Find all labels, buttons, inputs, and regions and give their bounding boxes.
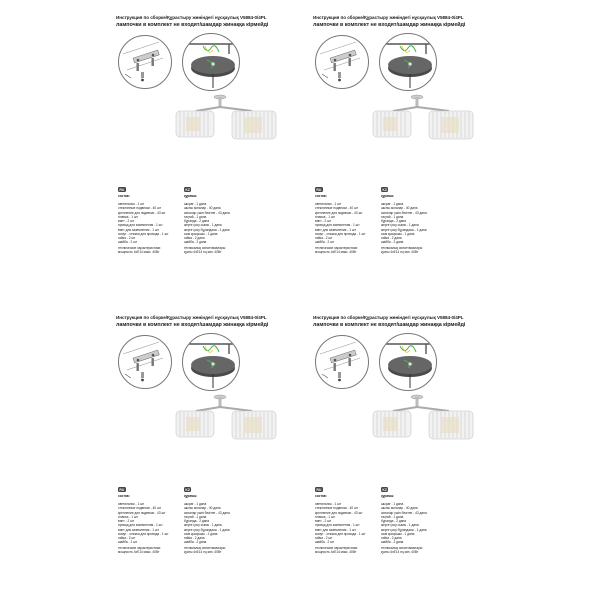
ru-contents-list	[118, 202, 182, 245]
list-item: хомут - стяжка для провода - 1 шт	[315, 231, 366, 236]
list-item: крепление для подвески - 43 шт	[118, 210, 166, 215]
chandelier-drawing	[369, 93, 481, 149]
list-item: сым қысқышы - 1 дана	[184, 231, 218, 236]
spec-heading: техникалық сипаттамалары:	[184, 246, 226, 250]
list-item: тақтай - 1 дана	[184, 514, 207, 519]
list-item: жерге қосу сымы - 1 дана	[184, 223, 222, 228]
list-item: крепление для подвески - 43 шт	[315, 510, 363, 515]
kz-contents-heading: құрамы:	[381, 194, 395, 198]
mounting-bracket-illustration	[316, 36, 368, 88]
chandelier-illustration	[369, 393, 481, 449]
instruction-sheet-bottom-left	[116, 315, 292, 575]
list-item: хомут - стяжка для провода - 1 шт	[118, 531, 169, 536]
list-item: шырағ - 1 дана	[381, 502, 404, 506]
list-item: шырағ - 1 дана	[381, 202, 404, 206]
list-item: жерге қосу бұрандасы - 1 дана	[184, 527, 230, 532]
chandelier-drawing	[172, 393, 284, 449]
list-item: жерге қосу бұрандасы - 1 дана	[184, 227, 230, 232]
list-item: винт для заземления - 1 шт	[118, 227, 159, 232]
canopy-wiring-detail	[182, 33, 240, 91]
spec-heading: технические характеристики:	[315, 546, 359, 550]
kz-specifications	[184, 246, 226, 255]
sheet-title: Инструкция по сборке/Құрастыру жөніндегі нұсқаулық V5884-0/4PL	[116, 15, 267, 20]
list-item: винт - 2 шт	[315, 219, 332, 223]
list-item: жерге қосу сымы - 1 дана	[184, 523, 222, 528]
list-item: тақтай - 1 дана	[381, 514, 404, 519]
list-item: винт - 2 шт	[315, 519, 332, 523]
right-crystal-shade	[429, 111, 473, 139]
list-item: сым қысқышы - 1 дана	[381, 531, 415, 536]
list-item: шайба - 2 дана	[381, 540, 404, 545]
kz-language-badge: KZ	[185, 487, 190, 492]
list-item: тақтай - 1 дана	[381, 214, 404, 219]
kz-language-badge: KZ	[185, 187, 190, 192]
kz-specifications	[381, 246, 423, 255]
list-item: провод для заземления - 1 шт	[315, 223, 360, 228]
right-crystal-shade	[232, 111, 276, 139]
list-item: шыны аспалар - 40 дана	[381, 206, 418, 211]
ru-contents-list	[315, 202, 379, 245]
list-item: гайка - 2 дана	[184, 236, 205, 240]
mounting-bracket-illustration	[316, 336, 368, 388]
kz-contents-list	[184, 502, 274, 545]
ru-specifications	[315, 246, 358, 255]
ru-contents-list	[118, 502, 182, 545]
list-item: винт - 2 шт	[118, 519, 135, 523]
list-item: светильник - 1 шт	[315, 502, 342, 506]
list-item: жерге қосу бұрандасы - 1 дана	[381, 527, 427, 532]
mounting-bracket-illustration	[119, 36, 171, 88]
list-item: провод для заземления - 1 шт	[118, 523, 163, 528]
list-item: жерге қосу сымы - 1 дана	[381, 223, 419, 228]
mounting-bracket-detail	[315, 35, 369, 89]
list-item: стеклянные подвески - 40 шт	[315, 206, 359, 211]
instruction-sheet-top-right	[313, 15, 489, 275]
list-item: винт для заземления - 1 шт	[315, 527, 356, 532]
mounting-bracket-detail	[315, 335, 369, 389]
list-item: планка - 1 шт	[315, 514, 335, 519]
list-item: бұранда - 2 дана	[184, 519, 210, 523]
spec-power: мощность 4хЕ14 макс. 40Вт	[315, 550, 357, 555]
list-item: стеклянные подвески - 40 шт	[118, 506, 162, 511]
ru-language-badge: RU	[119, 187, 125, 192]
ru-contents-list	[315, 502, 379, 545]
list-item: шырағ - 1 дана	[184, 502, 207, 506]
list-item: планка - 1 шт	[118, 214, 138, 219]
kz-language-badge: KZ	[382, 487, 387, 492]
left-crystal-shade	[373, 411, 411, 437]
chandelier-drawing	[172, 93, 284, 149]
mounting-bracket-illustration	[119, 336, 171, 388]
spec-heading: технические характеристики:	[315, 246, 359, 250]
sheet-subtitle: лампочки в комплект не входят/шамдар жинаққа кірмейді	[116, 22, 269, 28]
sheet-subtitle: лампочки в комплект не входят/шамдар жинаққа кірмейді	[116, 322, 269, 328]
list-item: аспалар үшін бекітпе - 43 дана	[184, 510, 230, 515]
canopy-wiring-detail	[379, 333, 437, 391]
spec-power: мощность 4хЕ14 макс. 40Вт	[118, 550, 160, 555]
right-crystal-shade	[429, 411, 473, 439]
list-item: аспалар үшін бекітпе - 43 дана	[381, 510, 427, 515]
ru-contents-heading: состав:	[315, 494, 327, 498]
list-item: гайка - 2 дана	[381, 236, 402, 240]
list-item: жерге қосу бұрандасы - 1 дана	[381, 227, 427, 232]
list-item: шайба - 2 шт	[118, 240, 138, 245]
list-item: шырағ - 1 дана	[184, 202, 207, 206]
instruction-sheet-bottom-right	[313, 315, 489, 575]
mounting-bracket-detail	[118, 335, 172, 389]
kz-contents-list	[381, 202, 471, 245]
list-item: шыны аспалар - 40 дана	[381, 506, 418, 511]
list-item: бұранда - 2 дана	[381, 219, 407, 223]
kz-contents-heading: құрамы:	[381, 494, 395, 498]
sheet-title: Инструкция по сборке/Құрастыру жөніндегі нұсқаулық V5884-0/4PL	[116, 315, 267, 320]
ru-specifications	[118, 246, 161, 255]
canopy-wiring-detail	[182, 333, 240, 391]
list-item: гайка - 2 шт	[118, 236, 136, 240]
list-item: шайба - 2 шт	[315, 540, 335, 545]
list-item: шыны аспалар - 40 дана	[184, 206, 221, 211]
spec-heading: техникалық сипаттамалары:	[381, 246, 423, 250]
kz-contents-list	[184, 202, 274, 245]
list-item: шайба - 2 шт	[118, 540, 138, 545]
sheet-subtitle: лампочки в комплект не входят/шамдар жинаққа кірмейді	[313, 322, 466, 328]
list-item: гайка - 2 шт	[118, 536, 136, 540]
list-item: сым қысқышы - 1 дана	[381, 231, 415, 236]
ru-specifications	[118, 546, 161, 555]
canopy-wiring-illustration	[183, 334, 239, 390]
list-item: шайба - 2 дана	[184, 540, 207, 545]
instruction-sheet-top-left	[116, 15, 292, 275]
list-item: планка - 1 шт	[315, 214, 335, 219]
ru-contents-heading: состав:	[315, 194, 327, 198]
ru-language-badge: RU	[316, 187, 322, 192]
left-crystal-shade	[373, 111, 411, 137]
list-item: аспалар үшін бекітпе - 43 дана	[184, 210, 230, 215]
chandelier-illustration	[369, 93, 481, 149]
kz-contents-heading: құрамы:	[184, 194, 198, 198]
list-item: стеклянные подвески - 40 шт	[118, 206, 162, 211]
list-item: провод для заземления - 1 шт	[118, 223, 163, 228]
list-item: тақтай - 1 дана	[184, 214, 207, 219]
list-item: гайка - 2 шт	[315, 536, 333, 540]
list-item: хомут - стяжка для провода - 1 шт	[118, 231, 169, 236]
kz-specifications	[381, 546, 423, 555]
list-item: винт - 2 шт	[118, 219, 135, 223]
list-item: стеклянные подвески - 40 шт	[315, 506, 359, 511]
list-item: аспалар үшін бекітпе - 43 дана	[381, 210, 427, 215]
canopy-wiring-illustration	[183, 34, 239, 90]
kz-contents-list	[381, 502, 471, 545]
list-item: винт для заземления - 1 шт	[118, 527, 159, 532]
sheet-title: Инструкция по сборке/Құрастыру жөніндегі нұсқаулық V5884-0/4PL	[313, 315, 464, 320]
chandelier-illustration	[172, 93, 284, 149]
ru-contents-heading: состав:	[118, 194, 130, 198]
list-item: светильник - 1 шт	[118, 502, 145, 506]
ru-contents-heading: состав:	[118, 494, 130, 498]
right-crystal-shade	[232, 411, 276, 439]
spec-power: қуаты 4хЕ14 ең көп. 40Вт	[381, 550, 419, 555]
ru-specifications	[315, 546, 358, 555]
canopy-wiring-illustration	[380, 34, 436, 90]
left-crystal-shade	[176, 111, 214, 137]
mounting-bracket-detail	[118, 35, 172, 89]
list-item: винт для заземления - 1 шт	[315, 227, 356, 232]
list-item: планка - 1 шт	[118, 514, 138, 519]
list-item: шайба - 2 шт	[315, 240, 335, 245]
spec-power: мощность 4хЕ14 макс. 40Вт	[315, 250, 357, 255]
list-item: гайка - 2 шт	[315, 236, 333, 240]
list-item: бұранда - 2 дана	[184, 219, 210, 223]
list-item: провод для заземления - 1 шт	[315, 523, 360, 528]
spec-power: қуаты 4хЕ14 ең көп. 40Вт	[184, 250, 222, 255]
kz-specifications	[184, 546, 226, 555]
list-item: крепление для подвески - 43 шт	[315, 210, 363, 215]
left-crystal-shade	[176, 411, 214, 437]
list-item: хомут - стяжка для провода - 1 шт	[315, 531, 366, 536]
spec-heading: технические характеристики:	[118, 546, 162, 550]
spec-power: мощность 4хЕ14 макс. 40Вт	[118, 250, 160, 255]
spec-power: қуаты 4хЕ14 ең көп. 40Вт	[184, 550, 222, 555]
kz-language-badge: KZ	[382, 187, 387, 192]
list-item: шыны аспалар - 40 дана	[184, 506, 221, 511]
chandelier-illustration	[172, 393, 284, 449]
list-item: шайба - 2 дана	[381, 240, 404, 245]
list-item: светильник - 1 шт	[118, 202, 145, 206]
canopy-wiring-detail	[379, 33, 437, 91]
list-item: гайка - 2 дана	[184, 536, 205, 540]
spec-heading: технические характеристики:	[118, 246, 162, 250]
list-item: гайка - 2 дана	[381, 536, 402, 540]
ru-language-badge: RU	[119, 487, 125, 492]
sheet-subtitle: лампочки в комплект не входят/шамдар жинаққа кірмейді	[313, 22, 466, 28]
list-item: шайба - 2 дана	[184, 240, 207, 245]
list-item: жерге қосу сымы - 1 дана	[381, 523, 419, 528]
canopy-wiring-illustration	[380, 334, 436, 390]
ru-language-badge: RU	[316, 487, 322, 492]
kz-contents-heading: құрамы:	[184, 494, 198, 498]
spec-heading: техникалық сипаттамалары:	[184, 546, 226, 550]
sheet-title: Инструкция по сборке/Құрастыру жөніндегі нұсқаулық V5884-0/4PL	[313, 15, 464, 20]
spec-power: қуаты 4хЕ14 ең көп. 40Вт	[381, 250, 419, 255]
spec-heading: техникалық сипаттамалары:	[381, 546, 423, 550]
list-item: сым қысқышы - 1 дана	[184, 531, 218, 536]
chandelier-drawing	[369, 393, 481, 449]
list-item: крепление для подвески - 43 шт	[118, 510, 166, 515]
list-item: бұранда - 2 дана	[381, 519, 407, 523]
list-item: светильник - 1 шт	[315, 202, 342, 206]
